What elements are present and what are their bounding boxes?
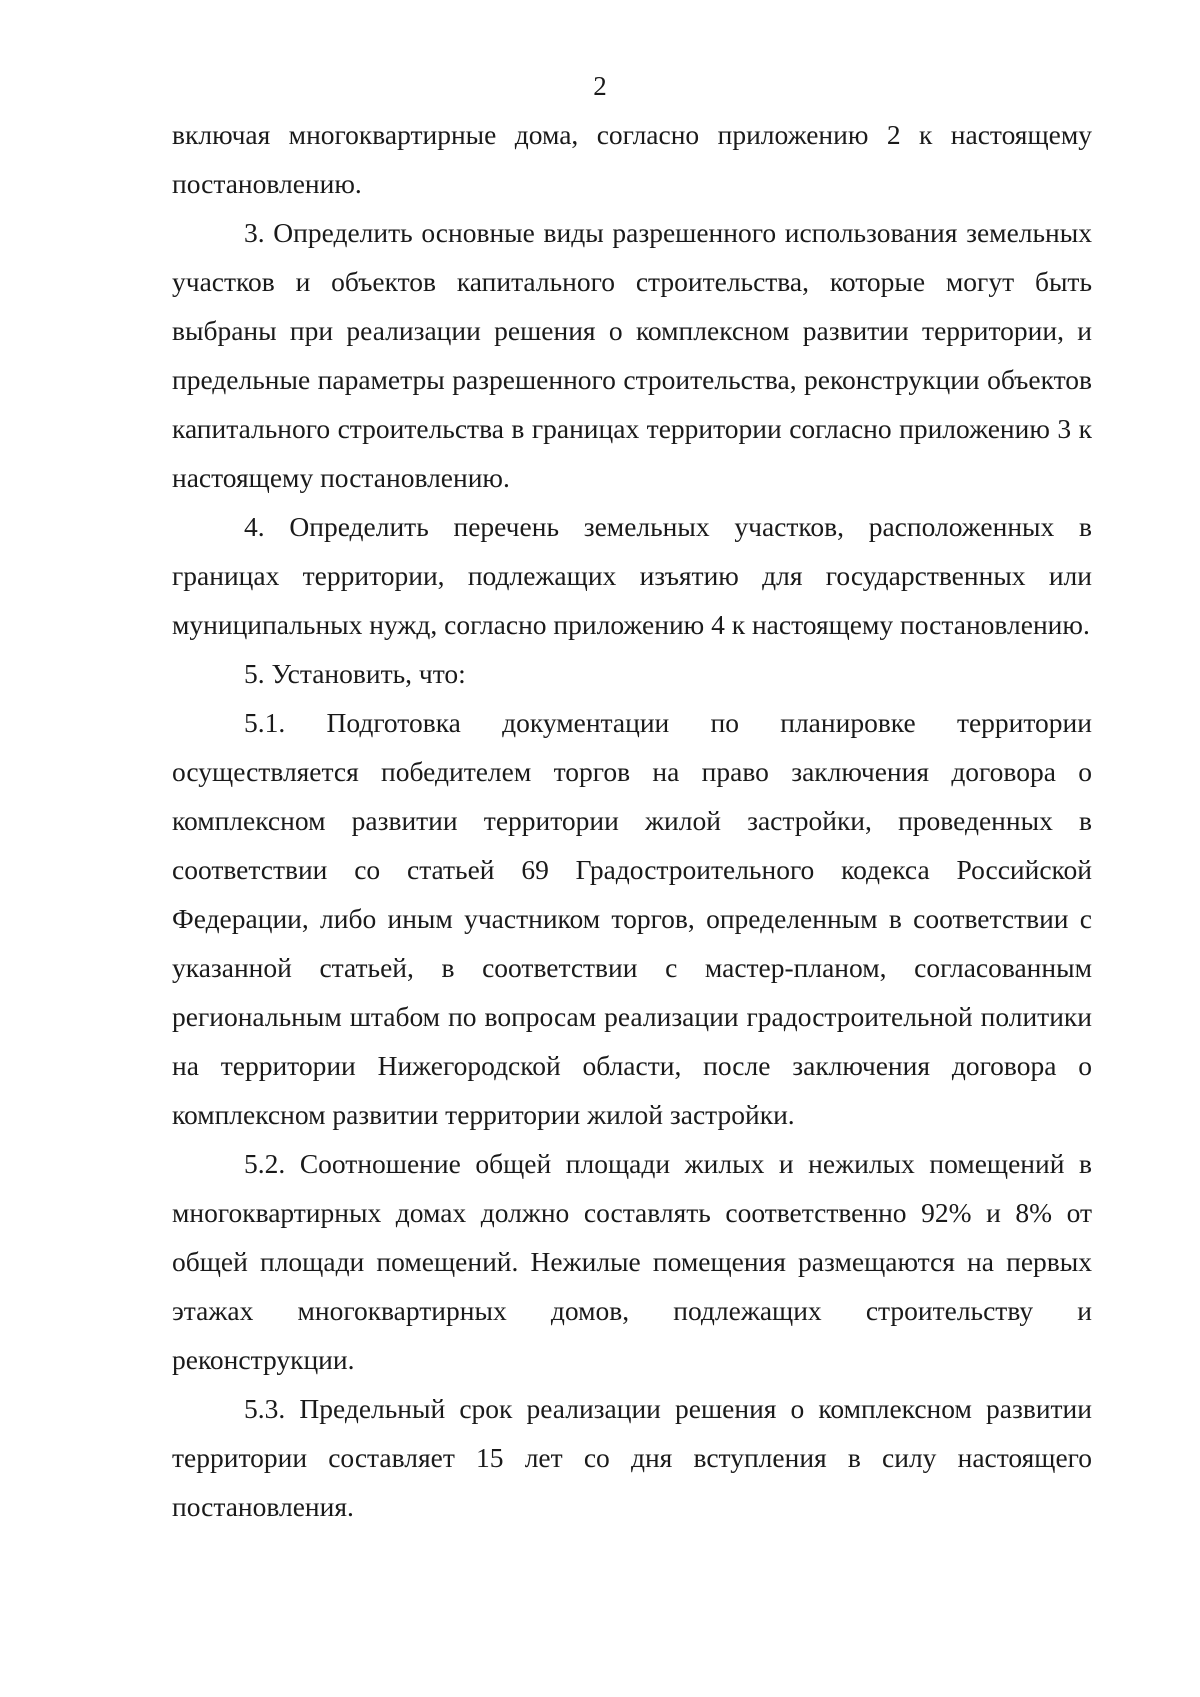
page-number: 2: [593, 71, 607, 101]
paragraph-item-5-2: 5.2. Соотношение общей площади жилых и нежилых помещений в многоквартирных домах должно составлять соответственно 92% и 8% от общей площади помещений. Нежилые помещения размещаются на первых этажах многоквартирных домов, подлежащих строительству и реконструкции.: [172, 1148, 1092, 1375]
paragraph-item-5-1: 5.1. Подготовка документации по планировке территории осуществляется победителем торгов на право заключения договора о комплексном развитии территории жилой застройки, проведенных в соответствии со статьей 69 Градостроительного кодекса Российской Федерации, либо иным участником торгов, определенным в соответствии с указанной статьей, в соответствии с мастер-планом, согласованным региональным штабом по вопросам реализации градостроительной политики на территории Нижегородской области, после заключения договора о комплексном развитии территории жилой застройки.: [172, 707, 1092, 1130]
paragraph-item-4: 4. Определить перечень земельных участков, расположенных в границах территории, подлежащих изъятию для государственных или муниципальных нужд, согласно приложению 4 к настоящему постановлению.: [172, 511, 1092, 640]
document-body: [172, 110, 1092, 1531]
paragraph-item-3: 3. Определить основные виды разрешенного использования земельных участков и объектов капитального строительства, которые могут быть выбраны при реализации решения о комплексном развитии территории, и предельные параметры разрешенного строительства, реконструкции объектов капитального строительства в границах территории согласно приложению 3 к настоящему постановлению.: [172, 217, 1092, 493]
paragraph-item-5-3: 5.3. Предельный срок реализации решения о комплексном развитии территории составляет 15 лет со дня вступления в силу настоящего постановления.: [172, 1393, 1092, 1522]
paragraph-item-5: 5. Установить, что:: [244, 658, 466, 689]
paragraph-continuation: включая многоквартирные дома, согласно приложению 2 к настоящему постановлению.: [172, 119, 1092, 199]
